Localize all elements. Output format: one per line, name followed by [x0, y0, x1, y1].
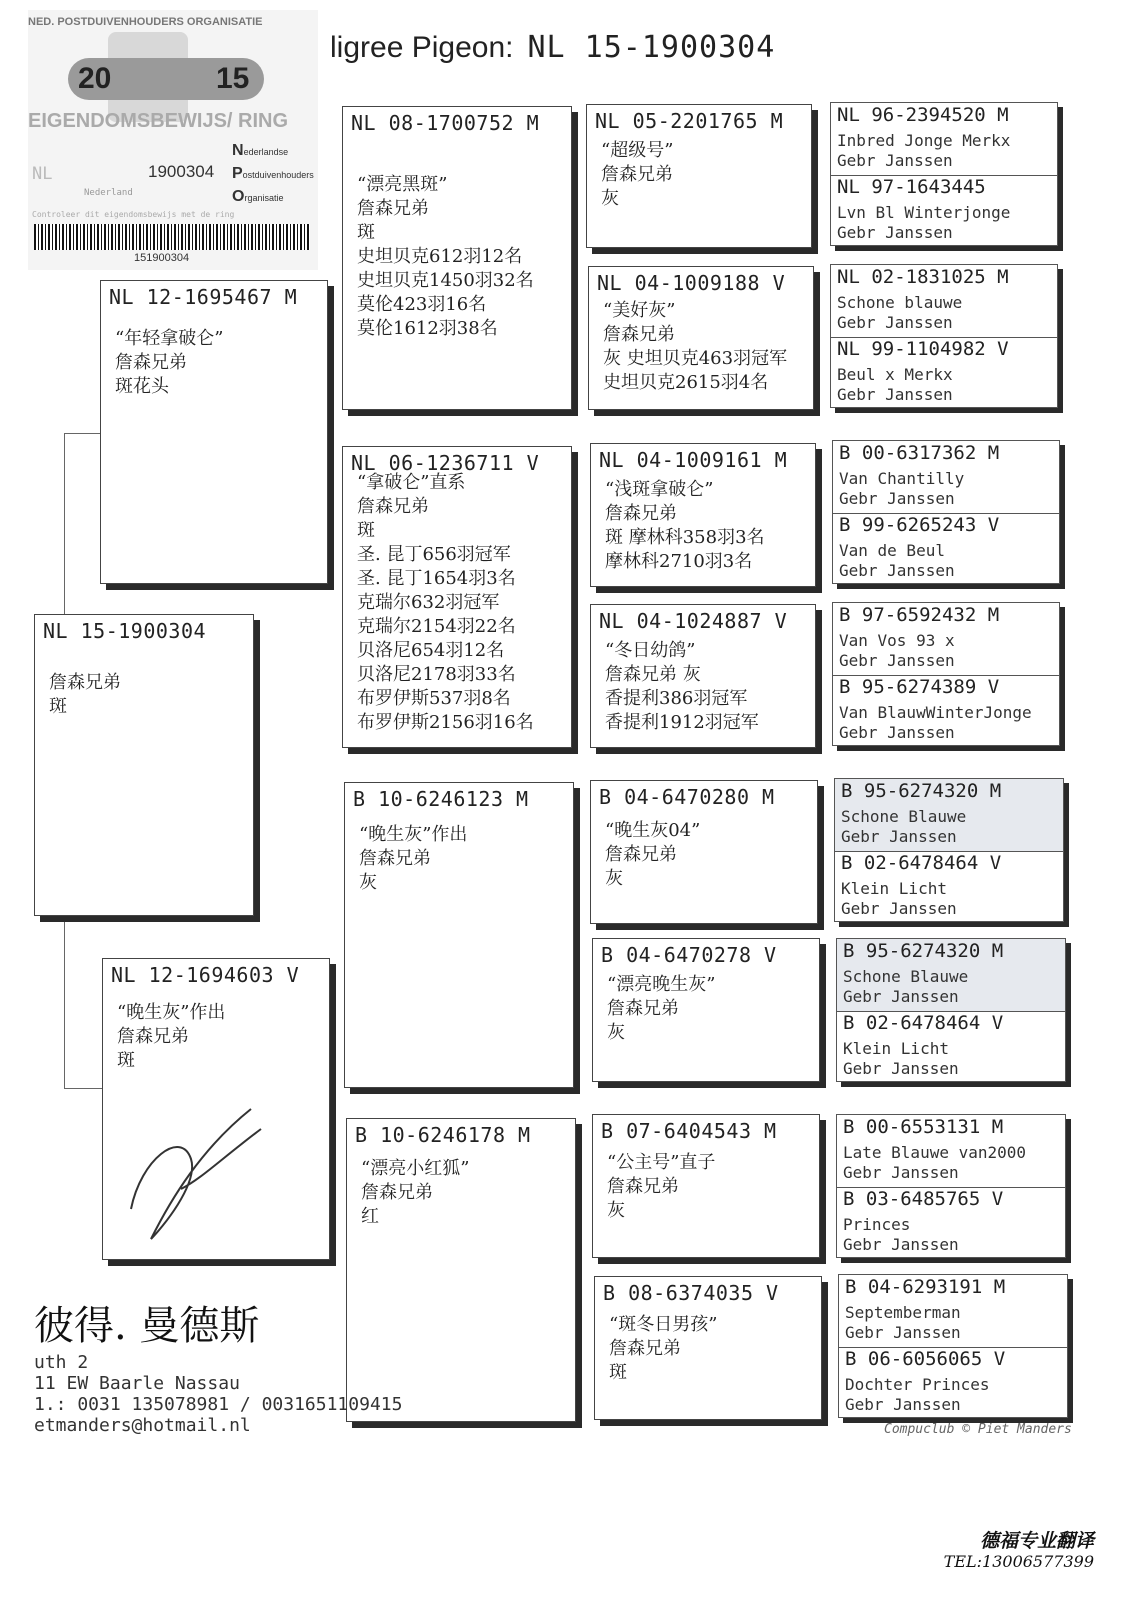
detail-line: 詹森兄弟 [605, 503, 677, 524]
pigeon-details [357, 471, 534, 735]
detail-line: 詹森兄弟 [357, 496, 429, 517]
detail-line: 灰 [359, 872, 377, 893]
pigeon-ring-id: NL 12-1694603 V [111, 963, 300, 987]
ancestor-ring-id: B 95-6274389 V [839, 676, 1000, 698]
detail-line: “晚生灰”作出 [117, 1002, 226, 1023]
ancestor-name: Septemberman [845, 1303, 961, 1322]
ancestor-pair-box [832, 440, 1060, 584]
ancestor-ring-id: B 97-6592432 M [839, 604, 1000, 626]
detail-line: 灰 [607, 1200, 625, 1221]
pigeon-ring-id: NL 04-1024887 V [599, 609, 788, 633]
owner-address [34, 1352, 402, 1436]
ancestor-pair-box [832, 602, 1060, 746]
software-credit: Compuclub © Piet Manders [884, 1422, 1072, 1437]
ancestor-pair-box [836, 1114, 1066, 1258]
detail-line: 斑 [357, 520, 375, 541]
pigeon-ring-id: NL 04-1009188 V [597, 271, 786, 295]
detail-line: 圣. 昆丁1654羽3名 [357, 568, 516, 589]
ancestor-entry [833, 441, 1059, 513]
ancestor-entry [833, 513, 1059, 584]
ancestor-entry [833, 603, 1059, 675]
ancestor-breeder: Gebr Janssen [837, 151, 953, 170]
pigeon-details [357, 173, 534, 341]
detail-line: “冬日幼鸽” [605, 640, 696, 661]
ancestor-ring-id: B 03-6485765 V [843, 1188, 1004, 1210]
owner-name: 彼得. 曼德斯 [34, 1303, 260, 1349]
detail-line: 圣. 昆丁656羽冠军 [357, 544, 511, 565]
ancestor-name: Van de Beul [839, 541, 945, 560]
connector-line [64, 433, 65, 618]
detail-line: 斑 [609, 1362, 627, 1383]
ancestor-entry [839, 1347, 1067, 1418]
detail-line: 克瑞尔2154羽22名 [357, 616, 516, 637]
barcode-icon [34, 224, 310, 250]
detail-line: 灰 [605, 868, 623, 889]
pigeon-details [607, 1151, 715, 1223]
detail-line: “漂亮晚生灰” [607, 974, 716, 995]
address-line: 1.: 0031 135078981 / 0031651109415 [34, 1394, 403, 1415]
detail-line: 詹森兄弟 [359, 848, 431, 869]
pigeon-details [49, 671, 121, 719]
dam-box [102, 958, 330, 1260]
detail-line: 詹森兄弟 [609, 1338, 681, 1359]
detail-line: “超级号” [601, 140, 674, 161]
ancestor-entry [837, 1011, 1065, 1082]
connector-line [64, 914, 65, 1089]
detail-line: 布罗伊斯2156羽16名 [357, 712, 534, 733]
ancestor-name: Schone Blauwe [841, 807, 967, 826]
detail-line: 贝洛尼2178羽33名 [357, 664, 516, 685]
detail-line: 斑 [49, 696, 67, 717]
ancestor-entry [831, 103, 1057, 175]
card-barcode-number: 151900304 [134, 252, 190, 264]
detail-line: 詹森兄弟 [605, 844, 677, 865]
ancestor-ring-id: B 02-6478464 V [843, 1012, 1004, 1034]
detail-line: 詹森兄弟 [603, 324, 675, 345]
ancestor-name: Dochter Princes [845, 1375, 990, 1394]
detail-line: 香提利386羽冠军 [605, 688, 748, 709]
ancestor-pair-box [836, 938, 1066, 1082]
pigeon-details [605, 478, 765, 574]
logo-o: rganisatie [244, 193, 284, 203]
pigeon-details [605, 819, 700, 891]
ancestor-name: Van BlauwWinterJonge [839, 703, 1032, 722]
ancestor-breeder: Gebr Janssen [839, 561, 955, 580]
address-email: etmanders@hotmail.nl [34, 1415, 251, 1436]
ring-certificate-card [28, 10, 318, 270]
ancestor-breeder: Gebr Janssen [841, 827, 957, 846]
pigeon-ring-id: B 07-6404543 M [601, 1119, 777, 1143]
detail-line: 灰 [601, 188, 619, 209]
pedigree-title [330, 30, 775, 65]
ancestor-entry [837, 1115, 1065, 1187]
ancestor-name: Schone Blauwe [843, 967, 969, 986]
detail-line: 斑花头 [115, 376, 169, 397]
ancestor-name: Inbred Jonge Merkx [837, 131, 1011, 150]
detail-line: 史坦贝克612羽12名 [357, 246, 523, 267]
ancestor-entry [831, 337, 1057, 408]
title-text: ligree Pigeon: [330, 31, 514, 64]
ancestor-breeder: Gebr Janssen [843, 987, 959, 1006]
connector-line [64, 433, 101, 434]
ancestor-name: Schone blauwe [837, 293, 963, 312]
ancestor-ring-id: NL 02-1831025 M [837, 266, 1009, 288]
ancestor-ring-id: NL 99-1104982 V [837, 338, 1009, 360]
detail-line: 詹森兄弟 灰 [605, 664, 701, 685]
title-ring: NL 15-1900304 [527, 30, 776, 65]
pigeon-details [607, 973, 715, 1045]
logo-p: ostduivenhouders [242, 170, 314, 180]
detail-line: 莫伦1612羽38名 [357, 318, 498, 339]
grandparent-box [342, 106, 572, 410]
card-small-text: Controleer dit eigendomsbewijs met de ring [32, 210, 235, 219]
pigeon-ring-id: B 10-6246178 M [355, 1123, 531, 1147]
signature-icon [121, 1089, 271, 1249]
ancestor-ring-id: B 02-6478464 V [841, 852, 1002, 874]
detail-line: 布罗伊斯537羽8名 [357, 688, 511, 709]
detail-line: 史坦贝克1450羽32名 [357, 270, 534, 291]
detail-line: “浅斑拿破仑” [605, 479, 714, 500]
ancestor-pair-box [830, 102, 1058, 246]
ancestor-breeder: Gebr Janssen [845, 1323, 961, 1342]
pigeon-ring-id: NL 04-1009161 M [599, 448, 788, 472]
pigeon-ring-id: B 10-6246123 M [353, 787, 529, 811]
detail-line: 詹森兄弟 [357, 198, 429, 219]
detail-line: “美好灰” [603, 300, 676, 321]
detail-line: 詹森兄弟 [115, 352, 187, 373]
ancestor-name: Beul x Merkx [837, 365, 953, 384]
ancestor-entry [833, 675, 1059, 746]
pigeon-ring-id: NL 05-2201765 M [595, 109, 784, 133]
pigeon-ring-id: B 08-6374035 V [603, 1281, 779, 1305]
ancestor-breeder: Gebr Janssen [839, 723, 955, 742]
ancestor-pair-box [830, 264, 1058, 408]
great-grandparent-box [590, 780, 818, 924]
year-right: 15 [216, 62, 250, 95]
ancestor-ring-id: B 06-6056065 V [845, 1348, 1006, 1370]
great-grandparent-box [586, 104, 812, 248]
connector-line [64, 1088, 102, 1089]
detail-line: 克瑞尔632羽冠军 [357, 592, 500, 613]
pigeon-ring-id: NL 15-1900304 [43, 619, 207, 643]
pigeon-details [117, 1001, 225, 1073]
detail-line: “晚生灰”作出 [359, 824, 468, 845]
detail-line: 詹森兄弟 [601, 164, 673, 185]
ancestor-ring-id: B 99-6265243 V [839, 514, 1000, 536]
ancestor-name: Klein Licht [841, 879, 947, 898]
ancestor-entry [837, 1187, 1065, 1258]
detail-line: 摩林科2710羽3名 [605, 551, 753, 572]
detail-line: 斑 [117, 1050, 135, 1071]
ancestor-ring-id: B 04-6293191 M [845, 1276, 1006, 1298]
ancestor-breeder: Gebr Janssen [839, 651, 955, 670]
card-nederland: Nederland [84, 188, 133, 198]
translator-tel: TEL:13006577399 [943, 1552, 1094, 1571]
pigeon-details [609, 1313, 717, 1385]
detail-line: 史坦贝克2615羽4名 [603, 372, 769, 393]
pigeon-ring-id: NL 06-1236711 V [351, 451, 540, 475]
great-grandparent-box [588, 266, 814, 410]
ancestor-entry [831, 265, 1057, 337]
pigeon-details [361, 1157, 469, 1229]
ancestor-ring-id: B 00-6317362 M [839, 442, 1000, 464]
detail-line: “公主号”直子 [607, 1152, 716, 1173]
ancestor-name: Van Chantilly [839, 469, 965, 488]
ancestor-name: Lvn Bl Winterjonge [837, 203, 1011, 222]
ancestor-pair-box [838, 1274, 1068, 1418]
ancestor-breeder: Gebr Janssen [843, 1163, 959, 1182]
great-grandparent-box [592, 1114, 820, 1258]
pigeon-ring-id: B 04-6470278 V [601, 943, 777, 967]
great-grandparent-box [590, 604, 816, 748]
ancestor-entry [837, 939, 1065, 1011]
ancestor-entry [831, 175, 1057, 246]
detail-line: 詹森兄弟 [49, 672, 121, 693]
detail-line: 詹森兄弟 [361, 1182, 433, 1203]
ancestor-breeder: Gebr Janssen [837, 313, 953, 332]
ancestor-breeder: Gebr Janssen [845, 1395, 961, 1414]
detail-line: “斑冬日男孩” [609, 1314, 718, 1335]
ancestor-name: Late Blauwe van2000 [843, 1143, 1027, 1162]
year-left: 20 [78, 62, 112, 95]
detail-line: 贝洛尼654羽12名 [357, 640, 505, 661]
detail-line: 灰 史坦贝克463羽冠军 [603, 348, 788, 369]
pigeon-details [115, 327, 223, 399]
ancestor-ring-id: NL 97-1643445 [837, 176, 986, 198]
sire-box [100, 280, 328, 584]
address-line: 11 EW Baarle Nassau [34, 1373, 240, 1394]
ancestor-name: Van Vos 93 x [839, 631, 955, 650]
detail-line: 斑 摩林科358羽3名 [605, 527, 765, 548]
ancestor-breeder: Gebr Janssen [837, 385, 953, 404]
detail-line: 红 [361, 1206, 379, 1227]
pigeon-details [601, 139, 673, 211]
pigeon-details [605, 639, 759, 735]
detail-line: 香提利1912羽冠军 [605, 712, 759, 733]
pigeon-ring-id: NL 12-1695467 M [109, 285, 298, 309]
detail-line: 斑 [357, 222, 375, 243]
ancestor-ring-id: B 95-6274320 M [841, 780, 1002, 802]
ancestor-entry [839, 1275, 1067, 1347]
great-grandparent-box [590, 443, 816, 587]
detail-line: “晚生灰04” [605, 820, 701, 841]
pigeon-details [359, 823, 467, 895]
ancestor-entry [835, 779, 1063, 851]
detail-line: 莫伦423羽16名 [357, 294, 487, 315]
detail-line: 灰 [607, 1022, 625, 1043]
ancestor-breeder: Gebr Janssen [839, 489, 955, 508]
ancestor-breeder: Gebr Janssen [837, 223, 953, 242]
card-org: NED. POSTDUIVENHOUDERS ORGANISATIE [28, 16, 263, 28]
logo-n: ederlandse [243, 147, 289, 157]
ancestor-pair-box [834, 778, 1064, 922]
ancestor-name: Klein Licht [843, 1039, 949, 1058]
detail-line: “拿破仑”直系 [357, 472, 466, 493]
ancestor-entry [835, 851, 1063, 922]
card-ring-number: 1900304 [148, 162, 215, 181]
card-country: NL [32, 164, 53, 184]
detail-line: “漂亮小红狐” [361, 1158, 470, 1179]
pigeon-details [603, 299, 787, 395]
detail-line: 詹森兄弟 [607, 998, 679, 1019]
detail-line: 詹森兄弟 [607, 1176, 679, 1197]
pigeon-ring-id: NL 08-1700752 M [351, 111, 540, 135]
ancestor-breeder: Gebr Janssen [843, 1235, 959, 1254]
great-grandparent-box [594, 1276, 822, 1420]
grandparent-box [342, 446, 572, 748]
detail-line: 詹森兄弟 [117, 1026, 189, 1047]
card-ownership: EIGENDOMSBEWIJS/ RING [28, 110, 289, 132]
ancestor-breeder: Gebr Janssen [841, 899, 957, 918]
translator-name: 德福专业翻译 [979, 1530, 1094, 1552]
address-line: uth 2 [34, 1352, 89, 1373]
pigeon-ring-id: B 04-6470280 M [599, 785, 775, 809]
card-logo-text: Nederlandse Postduivenhouders Organisatie [232, 142, 314, 205]
ancestor-ring-id: B 00-6553131 M [843, 1116, 1004, 1138]
great-grandparent-box [592, 938, 820, 1082]
ancestor-ring-id: B 95-6274320 M [843, 940, 1004, 962]
ancestor-ring-id: NL 96-2394520 M [837, 104, 1009, 126]
detail-line: “年轻拿破仑” [115, 328, 224, 349]
ancestor-name: Princes [843, 1215, 911, 1234]
grandparent-box [344, 782, 574, 1088]
subject-pigeon-box [34, 614, 254, 916]
detail-line: “漂亮黑斑” [357, 174, 448, 195]
ancestor-breeder: Gebr Janssen [843, 1059, 959, 1078]
